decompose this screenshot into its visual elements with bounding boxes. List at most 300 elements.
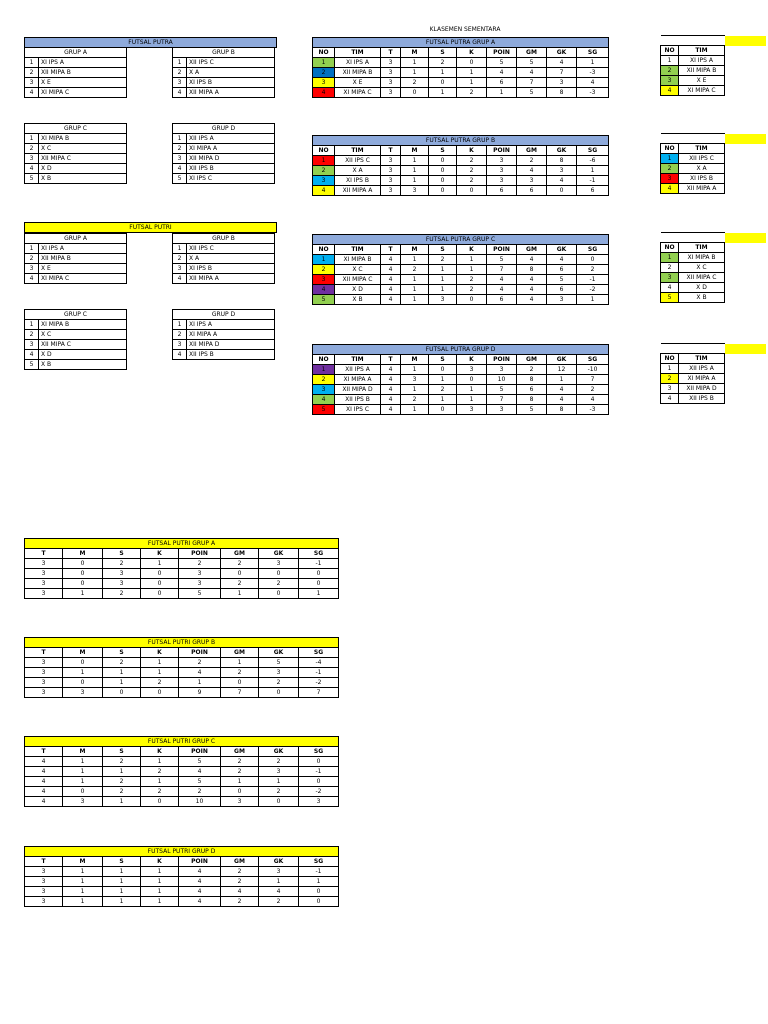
team-name: XI MIPA B [335, 255, 381, 265]
standings-row [313, 395, 609, 405]
ranking-table [660, 343, 767, 404]
stat-cell: 1 [401, 365, 429, 375]
stat-cell: 2 [221, 757, 259, 767]
stat-cell: 3 [259, 867, 299, 877]
stat-cell: 3 [401, 375, 429, 385]
group-row [173, 254, 275, 264]
column-header: GM [221, 648, 259, 658]
position-badge: 2 [313, 166, 335, 176]
stat-cell: 4 [517, 275, 547, 285]
stat-cell: 1 [63, 668, 103, 678]
stat-cell: 2 [103, 658, 141, 668]
team-name: XI IPS A [679, 56, 725, 66]
standings-row [25, 688, 339, 698]
group-row [25, 264, 127, 274]
column-header: T [381, 146, 401, 156]
group-row [173, 330, 275, 340]
putra-group-header [173, 48, 275, 58]
row-number: 2 [25, 330, 39, 340]
stat-cell: 1 [63, 589, 103, 599]
column-header: K [141, 747, 179, 757]
team-name: XII IPS A [679, 364, 725, 374]
position-badge: 1 [661, 364, 679, 374]
standings-row [313, 68, 609, 78]
stat-cell: 2 [457, 166, 487, 176]
stat-cell: 1 [487, 88, 517, 98]
position-badge: 1 [313, 58, 335, 68]
row-number: 1 [25, 134, 39, 144]
group-name: GRUP D [173, 124, 275, 134]
column-header: TIM [335, 48, 381, 58]
group-row [173, 78, 275, 88]
stat-cell: 2 [259, 897, 299, 907]
team-name: XI MIPA A [187, 144, 275, 154]
stat-cell: 0 [429, 156, 457, 166]
standings-row [313, 405, 609, 415]
row-number: 3 [173, 78, 187, 88]
stat-cell: 0 [103, 688, 141, 698]
putra-standings-table [312, 234, 609, 305]
row-number: 3 [25, 154, 39, 164]
row-number: 2 [25, 144, 39, 154]
group-row [173, 88, 275, 98]
stat-cell: 4 [381, 265, 401, 275]
group-row [173, 264, 275, 274]
stat-cell: 3 [381, 156, 401, 166]
group-row [25, 320, 127, 330]
stat-cell: 4 [517, 255, 547, 265]
ranking-top [661, 36, 767, 46]
stat-cell: 1 [401, 275, 429, 285]
column-header: TIM [335, 146, 381, 156]
group-name: GRUP C [25, 310, 127, 320]
stat-cell: 7 [487, 265, 517, 275]
position-badge: 2 [661, 164, 679, 174]
putri-standings-table [24, 538, 339, 599]
position-badge: 4 [661, 184, 679, 194]
stat-cell: 4 [25, 787, 63, 797]
standings-title-label: FUTSAL PUTRI GRUP A [25, 539, 339, 549]
row-number: 4 [25, 88, 39, 98]
stat-cell: 3 [401, 186, 429, 196]
position-badge: 2 [661, 66, 679, 76]
stat-cell: 5 [487, 385, 517, 395]
stat-cell: 2 [221, 767, 259, 777]
stat-cell: 2 [429, 385, 457, 395]
stat-cell: 3 [487, 365, 517, 375]
stat-cell: 3 [487, 166, 517, 176]
stat-cell: -6 [577, 156, 609, 166]
position-badge: 3 [661, 273, 679, 283]
column-header: GK [259, 857, 299, 867]
stat-cell: 3 [457, 405, 487, 415]
standings-title [25, 847, 339, 857]
stat-cell: 0 [457, 58, 487, 68]
team-name: XII IPS C [335, 156, 381, 166]
column-header: GM [221, 549, 259, 559]
group-row [173, 164, 275, 174]
row-number: 1 [25, 58, 39, 68]
column-header: T [25, 857, 63, 867]
stat-cell: 3 [259, 559, 299, 569]
column-header: SG [577, 245, 609, 255]
team-name: XI IPS A [39, 58, 127, 68]
row-number: 2 [173, 254, 187, 264]
stat-cell: 3 [25, 688, 63, 698]
stat-cell: 1 [221, 777, 259, 787]
team-name: X B [679, 293, 725, 303]
stat-cell: 1 [429, 375, 457, 385]
stat-cell: 5 [179, 757, 221, 767]
team-name: XII IPS B [335, 395, 381, 405]
stat-cell: 6 [547, 265, 577, 275]
stat-cell: 0 [221, 787, 259, 797]
stat-cell: 0 [141, 589, 179, 599]
putri-draw-title-label: FUTSAL PUTRI [25, 223, 277, 233]
stat-cell: 1 [457, 395, 487, 405]
team-name: XII MIPA C [335, 275, 381, 285]
position-badge: 3 [661, 76, 679, 86]
stat-cell: 1 [141, 757, 179, 767]
stat-cell: 1 [577, 58, 609, 68]
stat-cell: 2 [457, 285, 487, 295]
standings-title [313, 38, 609, 48]
stat-cell: 3 [487, 156, 517, 166]
column-header: NO [661, 144, 679, 154]
stat-cell: 1 [63, 757, 103, 767]
putra-draw-title-label: FUTSAL PUTRA [25, 38, 277, 48]
stat-cell: 8 [517, 395, 547, 405]
stat-cell: 1 [141, 777, 179, 787]
team-name: XI MIPA C [679, 86, 725, 96]
team-name: XII MIPA D [187, 340, 275, 350]
column-header: POIN [179, 747, 221, 757]
standings-row [313, 58, 609, 68]
stat-cell: 1 [179, 678, 221, 688]
team-name: XII MIPA A [679, 184, 725, 194]
group-row [25, 174, 127, 184]
stat-cell: 1 [429, 275, 457, 285]
group-name: GRUP B [173, 48, 275, 58]
group-row [173, 154, 275, 164]
position-badge: 4 [313, 395, 335, 405]
stat-cell: 3 [103, 569, 141, 579]
stat-cell: -3 [577, 68, 609, 78]
stat-cell: 1 [457, 78, 487, 88]
putri-group-table [24, 233, 127, 284]
team-name: XII IPS B [187, 164, 275, 174]
stat-cell: 1 [103, 867, 141, 877]
stat-cell: 0 [141, 688, 179, 698]
standings-title-label: FUTSAL PUTRA GRUP C [313, 235, 609, 245]
group-row [173, 350, 275, 360]
ranking-top [661, 344, 767, 354]
team-name: XII MIPA D [679, 384, 725, 394]
ranking-row [661, 253, 767, 263]
stat-cell: 0 [299, 897, 339, 907]
stat-cell: 1 [141, 897, 179, 907]
stat-cell: -1 [299, 668, 339, 678]
stat-cell: 3 [25, 589, 63, 599]
stat-cell: 1 [63, 777, 103, 787]
stat-cell: 4 [25, 767, 63, 777]
ranking-row [661, 293, 767, 303]
standings-row [25, 777, 339, 787]
ranking-row [661, 174, 767, 184]
highlight-cell [725, 233, 767, 243]
group-row [173, 244, 275, 254]
stat-cell: 2 [103, 787, 141, 797]
stat-cell: 2 [259, 579, 299, 589]
standings-row [25, 797, 339, 807]
group-row [173, 68, 275, 78]
column-header: NO [313, 146, 335, 156]
stat-cell: 3 [517, 176, 547, 186]
stat-cell: 2 [179, 658, 221, 668]
team-name: XII MIPA C [39, 340, 127, 350]
standings-row [25, 867, 339, 877]
team-name: X D [335, 285, 381, 295]
position-badge: 4 [661, 86, 679, 96]
stat-cell: 0 [141, 569, 179, 579]
column-header: GK [259, 747, 299, 757]
standings-title [313, 235, 609, 245]
stat-cell: -2 [299, 678, 339, 688]
ranking-row [661, 154, 767, 164]
putri-standings-table [24, 637, 339, 698]
stat-cell: 1 [457, 68, 487, 78]
stat-cell: 1 [103, 887, 141, 897]
column-header: GK [547, 48, 577, 58]
stat-cell: 4 [381, 395, 401, 405]
stat-cell: 3 [25, 867, 63, 877]
column-header: T [25, 747, 63, 757]
putra-group-header [25, 124, 127, 134]
stat-cell: 3 [381, 58, 401, 68]
highlight-cell [725, 36, 767, 46]
column-header: TIM [335, 245, 381, 255]
stat-cell: 0 [429, 166, 457, 176]
team-name: X A [187, 68, 275, 78]
ranking-row [661, 384, 767, 394]
group-name: GRUP B [173, 234, 275, 244]
team-name: XII MIPA B [679, 66, 725, 76]
column-header: K [141, 648, 179, 658]
standings-title-label: FUTSAL PUTRI GRUP D [25, 847, 339, 857]
column-header: SG [299, 549, 339, 559]
stat-cell: 3 [25, 668, 63, 678]
team-name: X E [39, 264, 127, 274]
putri-group-header [25, 310, 127, 320]
stat-cell: 0 [299, 777, 339, 787]
team-name: X D [39, 350, 127, 360]
stat-cell: 2 [103, 559, 141, 569]
stat-cell: 2 [221, 668, 259, 678]
stat-cell: -3 [577, 88, 609, 98]
stat-cell: 4 [547, 58, 577, 68]
row-number: 2 [25, 254, 39, 264]
stat-cell: 4 [487, 285, 517, 295]
stat-cell: 6 [577, 186, 609, 196]
stat-cell: 2 [401, 78, 429, 88]
stat-cell: 3 [63, 688, 103, 698]
ranking-row [661, 76, 767, 86]
stat-cell: 1 [141, 668, 179, 678]
row-number: 3 [25, 340, 39, 350]
standings-row [25, 767, 339, 777]
stat-cell: 5 [179, 777, 221, 787]
standings-row [313, 166, 609, 176]
team-name: XI MIPA A [335, 375, 381, 385]
stat-cell: 3 [547, 78, 577, 88]
stat-cell: 3 [259, 668, 299, 678]
team-name: XII MIPA B [335, 68, 381, 78]
stat-cell: 2 [517, 365, 547, 375]
stat-cell: 4 [179, 767, 221, 777]
stat-cell: 1 [63, 877, 103, 887]
stat-cell: 8 [547, 156, 577, 166]
stat-cell: 6 [517, 186, 547, 196]
team-name: XII MIPA D [335, 385, 381, 395]
stat-cell: 1 [401, 166, 429, 176]
ranking-row [661, 184, 767, 194]
standings-row [313, 186, 609, 196]
stat-cell: 1 [429, 68, 457, 78]
putri-group-table [172, 233, 275, 284]
stat-cell: 2 [221, 559, 259, 569]
stat-cell: 2 [429, 58, 457, 68]
stat-cell: 0 [401, 88, 429, 98]
position-badge: 1 [661, 253, 679, 263]
stat-cell: -1 [577, 275, 609, 285]
team-name: X E [39, 78, 127, 88]
team-name: X B [39, 360, 127, 370]
stat-cell: 1 [141, 867, 179, 877]
group-row [173, 274, 275, 284]
stat-cell: -2 [577, 285, 609, 295]
standings-row [313, 365, 609, 375]
row-number: 4 [173, 88, 187, 98]
stat-cell: 1 [429, 285, 457, 295]
column-header: GK [547, 355, 577, 365]
stat-cell: 4 [179, 668, 221, 678]
team-name: XI IPS A [39, 244, 127, 254]
stat-cell: 3 [487, 405, 517, 415]
column-header: T [381, 245, 401, 255]
stat-cell: 5 [259, 658, 299, 668]
blank-cell [661, 36, 725, 46]
stat-cell: 3 [259, 767, 299, 777]
stat-cell: 9 [179, 688, 221, 698]
stat-cell: 1 [63, 897, 103, 907]
stat-cell: 0 [457, 295, 487, 305]
stat-cell: 1 [221, 589, 259, 599]
team-name: XII MIPA A [187, 274, 275, 284]
column-header: T [381, 355, 401, 365]
standings-row [25, 787, 339, 797]
stat-cell: 2 [259, 787, 299, 797]
position-badge: 2 [313, 68, 335, 78]
stat-cell: 0 [141, 579, 179, 589]
stat-cell: 6 [487, 186, 517, 196]
stat-cell: 3 [299, 797, 339, 807]
team-name: X C [39, 144, 127, 154]
stat-cell: 1 [401, 58, 429, 68]
ranking-row [661, 86, 767, 96]
stat-cell: 0 [577, 255, 609, 265]
column-header: GK [547, 146, 577, 156]
standings-row [313, 265, 609, 275]
stat-cell: -1 [577, 176, 609, 186]
stat-cell: 2 [577, 385, 609, 395]
stat-cell: 1 [259, 777, 299, 787]
stat-cell: 4 [179, 867, 221, 877]
klasemen-title: KLASEMEN SEMENTARA [429, 26, 501, 33]
stat-cell: 4 [179, 887, 221, 897]
putra-group-table [24, 47, 127, 98]
stat-cell: 6 [487, 78, 517, 88]
stat-cell: 2 [457, 156, 487, 166]
column-header: S [103, 857, 141, 867]
stat-cell: 1 [401, 405, 429, 415]
stat-cell: 1 [401, 68, 429, 78]
column-header: SG [299, 648, 339, 658]
standings-row [25, 877, 339, 887]
position-badge: 1 [661, 154, 679, 164]
stat-cell: 1 [141, 658, 179, 668]
stat-cell: 4 [25, 757, 63, 767]
stat-cell: 3 [381, 176, 401, 186]
team-name: XII MIPA A [335, 186, 381, 196]
putra-standings-table [312, 37, 609, 98]
stat-cell: 3 [547, 295, 577, 305]
ranking-row [661, 364, 767, 374]
stat-cell: 1 [401, 285, 429, 295]
team-name: X D [39, 164, 127, 174]
position-badge: 5 [313, 405, 335, 415]
stat-cell: 7 [577, 375, 609, 385]
team-name: X C [679, 263, 725, 273]
standings-row [313, 295, 609, 305]
standings-row [25, 569, 339, 579]
ranking-header [661, 354, 767, 364]
standings-row [313, 275, 609, 285]
position-badge: 3 [313, 275, 335, 285]
position-badge: 3 [313, 176, 335, 186]
team-name: XII IPS B [679, 394, 725, 404]
stat-cell: -1 [299, 559, 339, 569]
row-number: 5 [25, 174, 39, 184]
column-header: NO [661, 354, 679, 364]
stat-cell: 4 [381, 405, 401, 415]
standings-title-label: FUTSAL PUTRA GRUP D [313, 345, 609, 355]
team-name: X C [335, 265, 381, 275]
stat-cell: 4 [179, 897, 221, 907]
team-name: X B [39, 174, 127, 184]
stat-cell: 4 [487, 275, 517, 285]
row-number: 4 [25, 350, 39, 360]
team-name: XII IPS B [187, 350, 275, 360]
stat-cell: 0 [221, 569, 259, 579]
stat-cell: 0 [141, 797, 179, 807]
column-header: POIN [179, 857, 221, 867]
putri-standings-table [24, 846, 339, 907]
column-header: GM [517, 48, 547, 58]
standings-row [313, 385, 609, 395]
column-header: M [63, 549, 103, 559]
standings-row [25, 887, 339, 897]
stat-cell: 12 [547, 365, 577, 375]
